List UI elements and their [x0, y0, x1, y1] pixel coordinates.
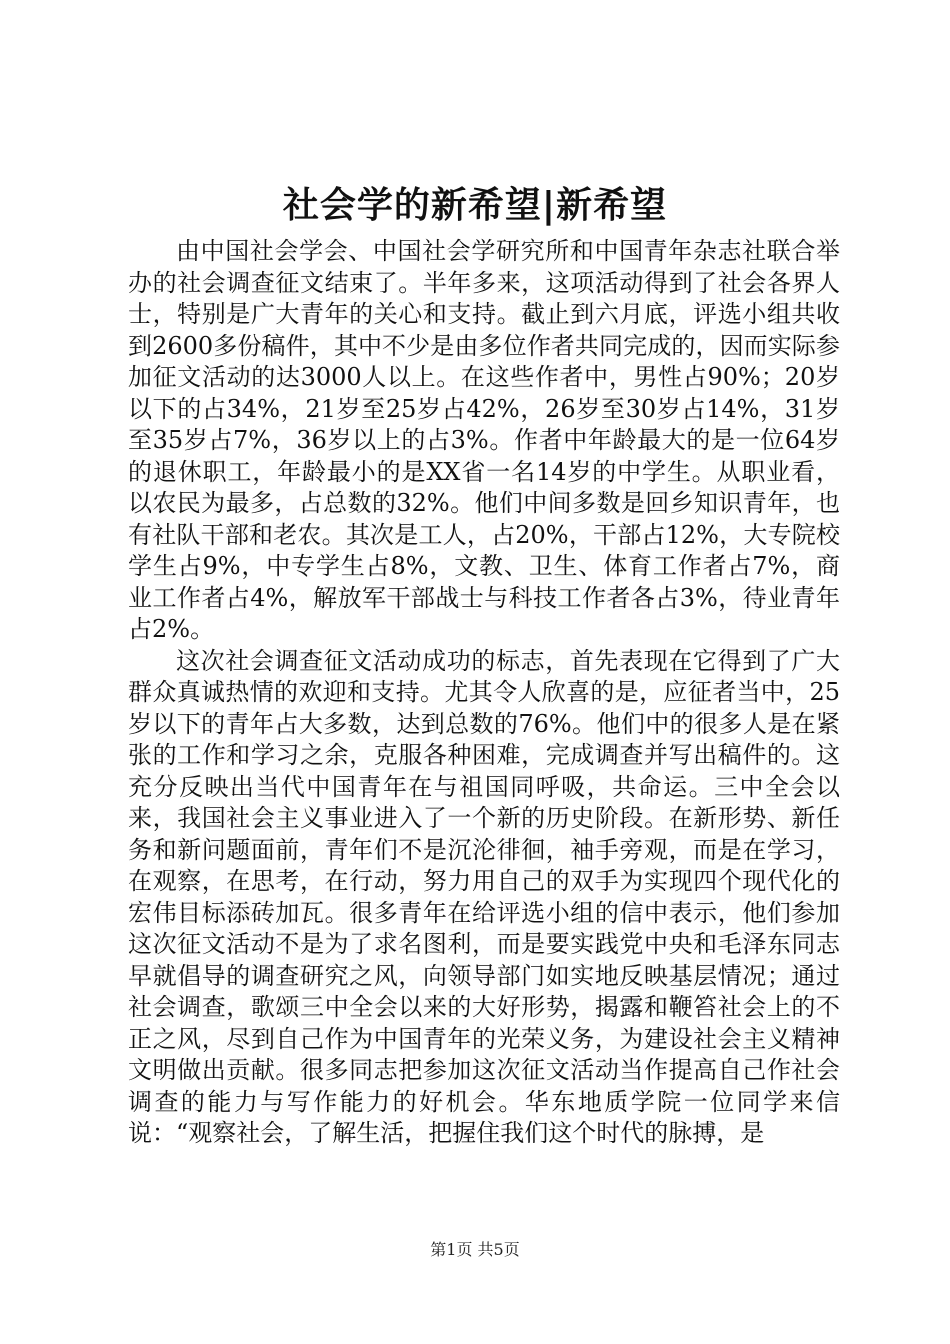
document-title: 社会学的新希望|新希望 — [282, 185, 668, 226]
paragraph-1: 由中国社会学会、中国社会学研究所和中国青年杂志社联合举办的社会调查征文结束了。半年多来，这项活动得到了社会各界人士，特别是广大青年的关心和支持。截止到六月底，评选小组共收到2600多份稿件，其中不少是由多位作者共同完成的，因而实际参加征文活动的达3000人以上。在这些作者中，男性占90%；20岁以下的占34%，21岁至25岁占42%，26岁至30岁占14%，31岁至35岁占7%，36岁以上的占3%。作者中年龄最大的是一位64岁的退休职工，年龄最小的是XX省一名14岁的中学生。从职业看，以农民为最多，占总数的32%。他们中间多数是回乡知识青年，也有社队干部和老农。其次是工人，占20%，干部占12%，大专院校学生占9%，中专学生占8%，文教、卫生、体育工作者占7%，商业工作者占4%，解放军干部战士与科技工作者各占3%，待业青年占2%。 — [128, 237, 840, 643]
page-number-footer: 第1页 共5页 — [430, 1240, 520, 1259]
document-body — [128, 236, 840, 1150]
paragraph-2: 这次社会调查征文活动成功的标志，首先表现在它得到了广大群众真诚热情的欢迎和支持。尤其令人欣喜的是，应征者当中，25岁以下的青年占大多数，达到总数的76%。他们中的很多人是在紧张的工作和学习之余，克服各种困难，完成调查并写出稿件的。这充分反映出当代中国青年在与祖国同呼吸，共命运。三中全会以来，我国社会主义事业进入了一个新的历史阶段。在新形势、新任务和新问题面前，青年们不是沉沦徘徊，袖手旁观，而是在学习，在观察，在思考，在行动，努力用自己的双手为实现四个现代化的宏伟目标添砖加瓦。很多青年在给评选小组的信中表示，他们参加这次征文活动不是为了求名图利，而是要实践党中央和毛泽东同志早就倡导的调查研究之风，向领导部门如实地反映基层情况；通过社会调查，歌颂三中全会以来的大好形势，揭露和鞭笞社会上的不正之风，尽到自己作为中国青年的光荣义务，为建设社会主义精神文明做出贡献。很多同志把参加这次征文活动当作提高自己作社会调查的能力与写作能力的好机会。华东地质学院一位同学来信说：“观察社会，了解生活，把握住我们这个时代的脉搏，是 — [128, 646, 840, 1147]
